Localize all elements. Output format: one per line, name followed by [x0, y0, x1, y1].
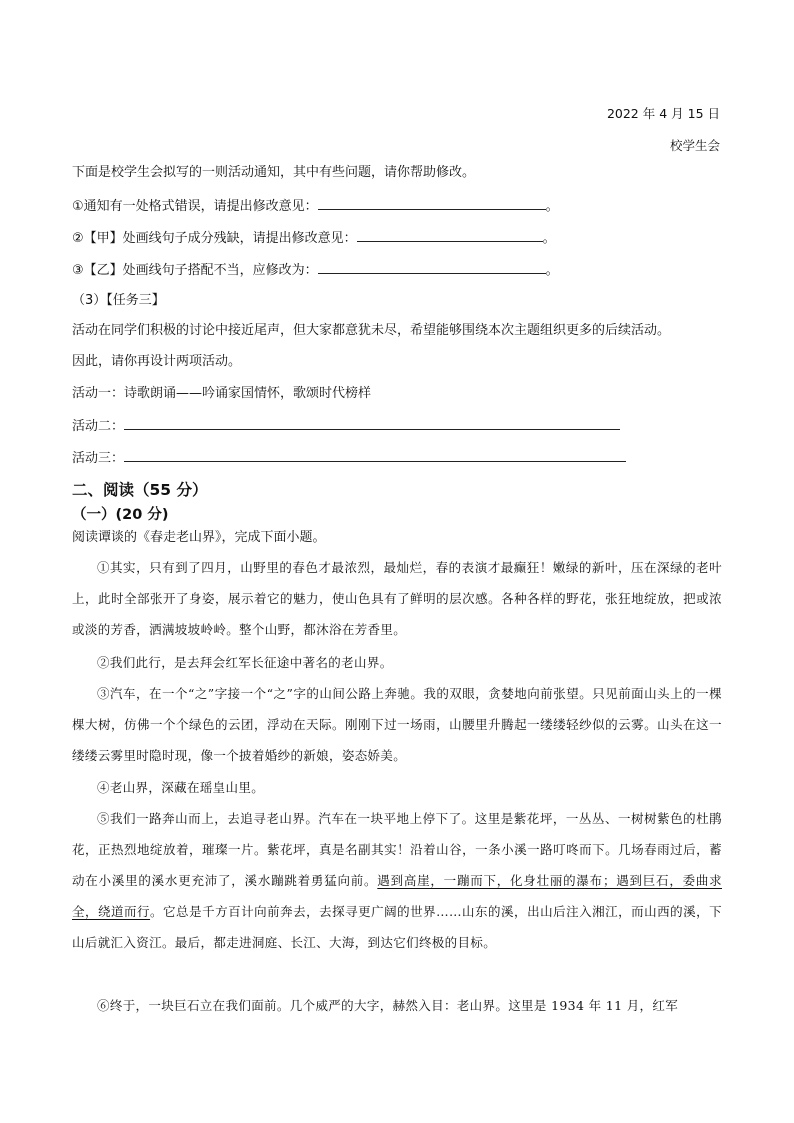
activity-2 — [72, 417, 620, 436]
question-2-text: ②【甲】处画线句子成分残缺，请提出修改意见： — [72, 231, 357, 246]
notice-signature: 校学生会 — [669, 138, 720, 153]
task3-instruction: 因此，请你再设计两项活动。 — [72, 354, 242, 369]
paragraph-3: ③汽车，在一个“之”字接一个“之”字的山间公路上奔驰。我的双眼，贪婪地向前张望。只见前面山头上的一棵棵大树，仿佛一个个绿色的云团，浮动在天际。刚刚下过一场雨，山腰里升腾起一缕缕轻纱似的云雾。山头在这一缕缕云雾里时隐时现，像一个披着婚纱的新娘，姿态娇美。 — [72, 686, 722, 763]
question-3 — [72, 261, 559, 280]
task3-heading: （3）【任务三】 — [72, 293, 165, 308]
task2-intro: 下面是校学生会拟写的一则活动通知，其中有些问题，请你帮助修改。 — [72, 165, 476, 180]
notice-date: 2022 年 4 月 15 日 — [606, 106, 720, 121]
answer-blank-2[interactable] — [357, 229, 543, 242]
paragraph-2: ②我们此行，是去拜会红军长征途中著名的老山界。 — [97, 655, 393, 670]
answer-blank-3[interactable] — [318, 261, 546, 274]
question-1 — [72, 197, 559, 216]
question-1-text: ①通知有一处格式错误，请提出修改意见： — [72, 199, 318, 214]
paragraph-5 — [72, 803, 722, 958]
reading-instruction: 阅读谭谈的《春走老山界》，完成下面小题。 — [72, 530, 326, 545]
activity-3 — [72, 449, 626, 468]
question-2-period: 。 — [542, 231, 556, 246]
paragraph-4: ④老山界，深藏在瑶皇山里。 — [97, 780, 265, 795]
activity-2-label: 活动二： — [72, 419, 125, 434]
paragraph-5-end: 。它总是千方百计向前奔去，去探寻更广阔的世界……山东的溪，出山后注入湘江，而山西的溪，下山后就汇入资江。最后，都走进洞庭、长江、大海，到达它们终极的目标。 — [72, 904, 722, 950]
question-3-text: ③【乙】处画线句子搭配不当，应修改为： — [72, 263, 318, 278]
question-3-period: 。 — [545, 263, 559, 278]
question-2 — [72, 229, 556, 248]
paragraph-6: ⑥终于，一块巨石立在我们面前。几个威严的大字，赫然入目：老山界。这里是 1934 年 11 月，红军 — [97, 998, 679, 1013]
answer-blank-1[interactable] — [318, 197, 546, 210]
reading-section-title: 二、阅读（55 分） — [72, 481, 208, 499]
task3-description: 活动在同学们积极的讨论中接近尾声，但大家都意犹未尽，希望能够围绕本次主题组织更多的后续活动。 — [72, 323, 671, 338]
reading-part-title: （一）(20 分) — [72, 507, 169, 523]
activity-2-blank[interactable] — [124, 417, 620, 430]
paragraph-5-start: ⑤我们一路奔山而上，去追寻老山界。汽车在一块平地上停下了。这里是紫花坪，一丛丛、一树树紫色的杜鹃花，正热烈地绽放着，璀璨一片。紫花坪，真是名副其实！沿着山谷，一条小溪一路叮咚而下。几场春雨过后，蓄动在小溪里的溪水更充沛了，溪水蹦跳着勇猛向前。 — [72, 811, 722, 888]
underlined-sentence: 遇到高崖，一蹦而下，化身壮丽的瀑布；遇到巨石，委曲求全，绕道而行 — [72, 873, 722, 919]
activity-3-blank[interactable] — [124, 449, 626, 462]
activity-3-label: 活动三： — [72, 451, 125, 466]
paragraph-1: ①其实，只有到了四月，山野里的春色才最浓烈，最灿烂，春的表演才最癫狂！嫩绿的新叶，压在深绿的老叶上，此时全部张开了身姿，展示着它的魅力，使山色具有了鲜明的层次感。各种各样的野花，张狂地绽放，把或浓或淡的芳香，洒满坡坡岭岭。整个山野，都沐浴在芳香里。 — [72, 560, 722, 637]
question-1-period: 。 — [545, 199, 559, 214]
activity-1: 活动一：诗歌朗诵——吟诵家国情怀，歌颂时代榜样 — [72, 386, 372, 401]
